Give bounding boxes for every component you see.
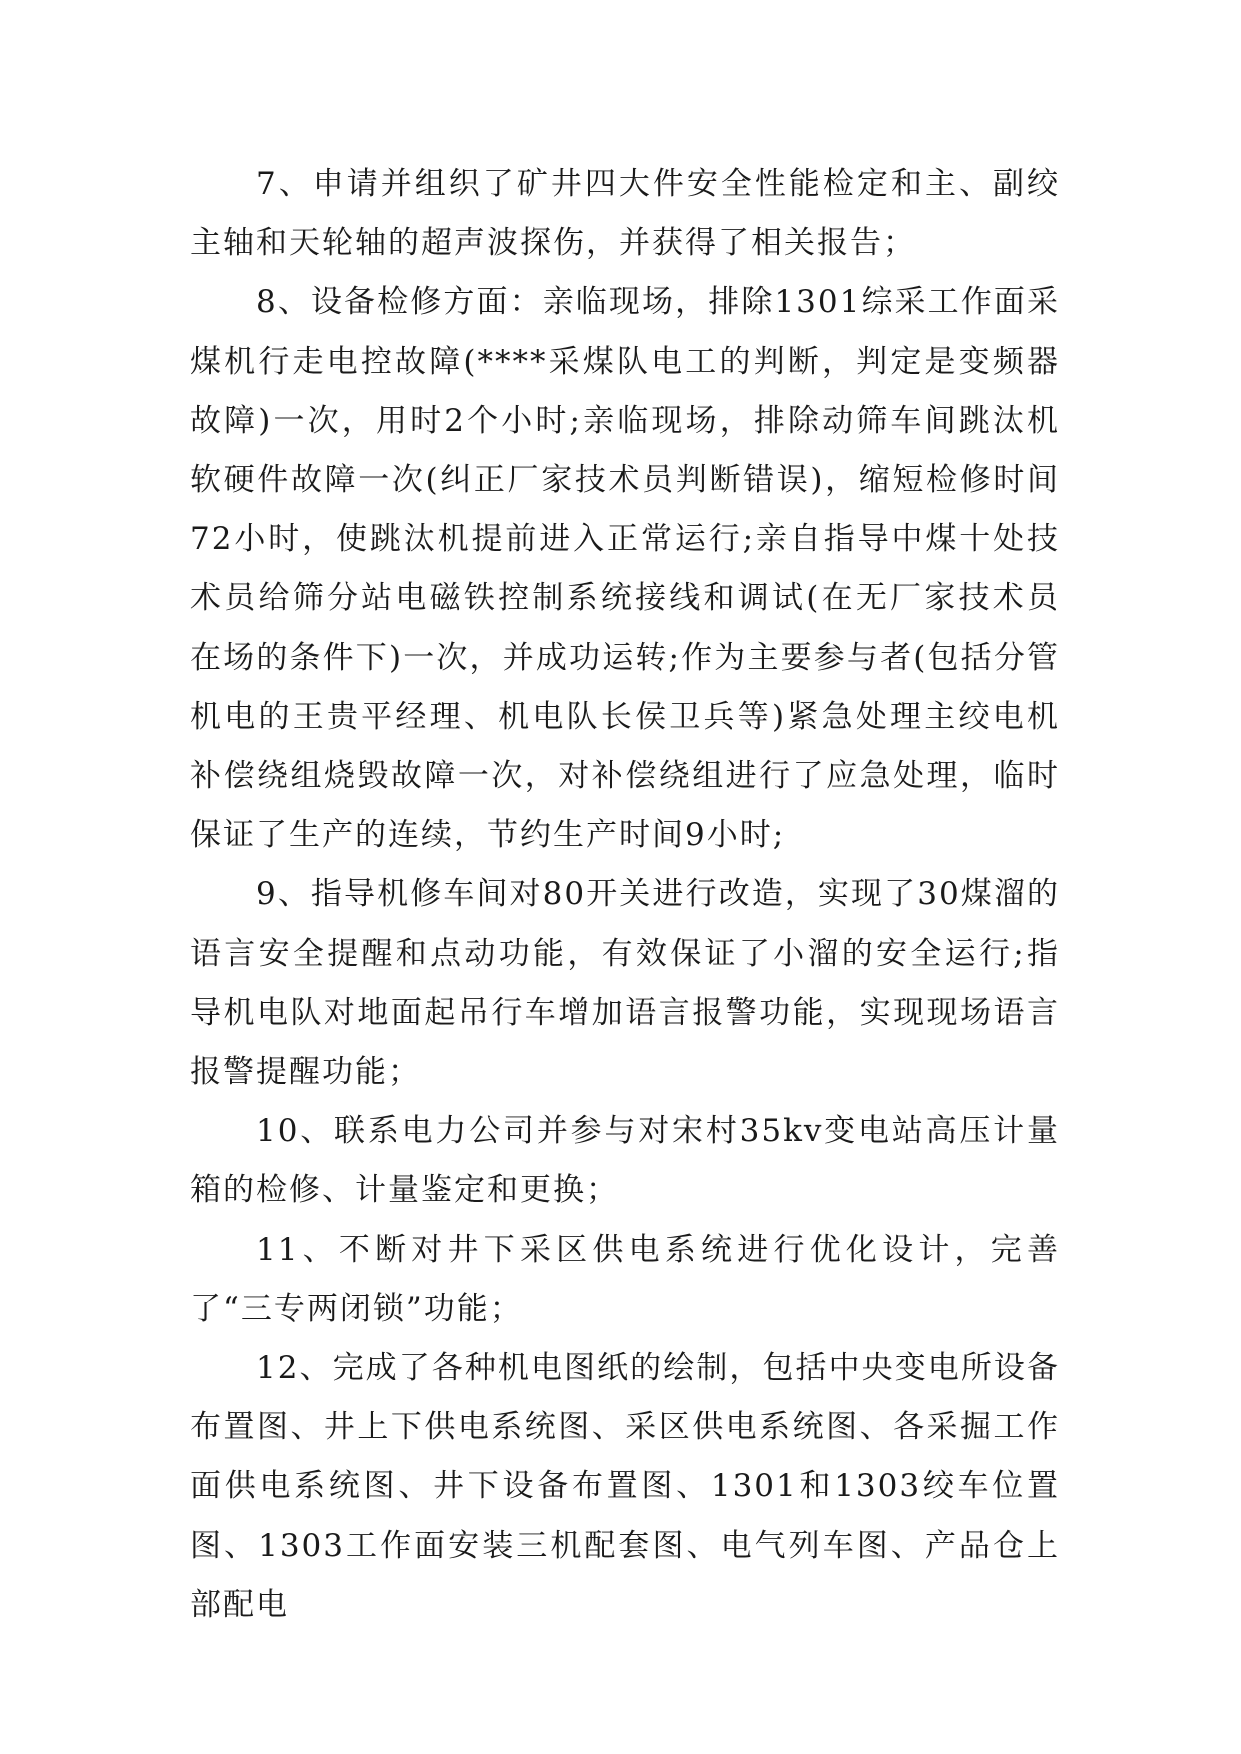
paragraph-item-11: 11、不断对井下采区供电系统进行优化设计，完善了“三专两闭锁”功能； (190, 1231, 1060, 1327)
paragraph-item-9: 9、指导机修车间对80开关进行改造，实现了30煤溜的语言安全提醒和点动功能，有效保证了小溜的安全运行;指导机电队对地面起吊行车增加语言报警功能，实现现场语言报警提醒功能； (190, 876, 1060, 1091)
paragraph-item-12: 12、完成了各种机电图纸的绘制，包括中央变电所设备布置图、井上下供电系统图、采区供电系统图、各采掘工作面供电系统图、井下设备布置图、1301和1303绞车位置图、1303工作面安装三机配套图、电气列车图、产品仓上部配电 (190, 1350, 1060, 1623)
document-body (190, 155, 1060, 1635)
paragraph-item-10: 10、联系电力公司并参与对宋村35kv变电站高压计量箱的检修、计量鉴定和更换； (190, 1113, 1060, 1209)
paragraph-item-8: 8、设备检修方面：亲临现场，排除1301综采工作面采煤机行走电控故障(****采煤队电工的判断，判定是变频器故障)一次，用时2个小时;亲临现场，排除动筛车间跳汰机软硬件故障一次(纠正厂家技术员判断错误)，缩短检修时间72小时，使跳汰机提前进入正常运行;亲自指导中煤十处技术员给筛分站电磁铁控制系统接线和调试(在无厂家技术员在场的条件下)一次，并成功运转;作为主要参与者(包括分管机电的王贵平经理、机电队长侯卫兵等)紧急处理主绞电机补偿绕组烧毁故障一次，对补偿绕组进行了应急处理，临时保证了生产的连续，节约生产时间9小时; (190, 284, 1060, 854)
paragraph-item-7: 7、申请并组织了矿井四大件安全性能检定和主、副绞主轴和天轮轴的超声波探伤，并获得了相关报告； (190, 166, 1060, 262)
